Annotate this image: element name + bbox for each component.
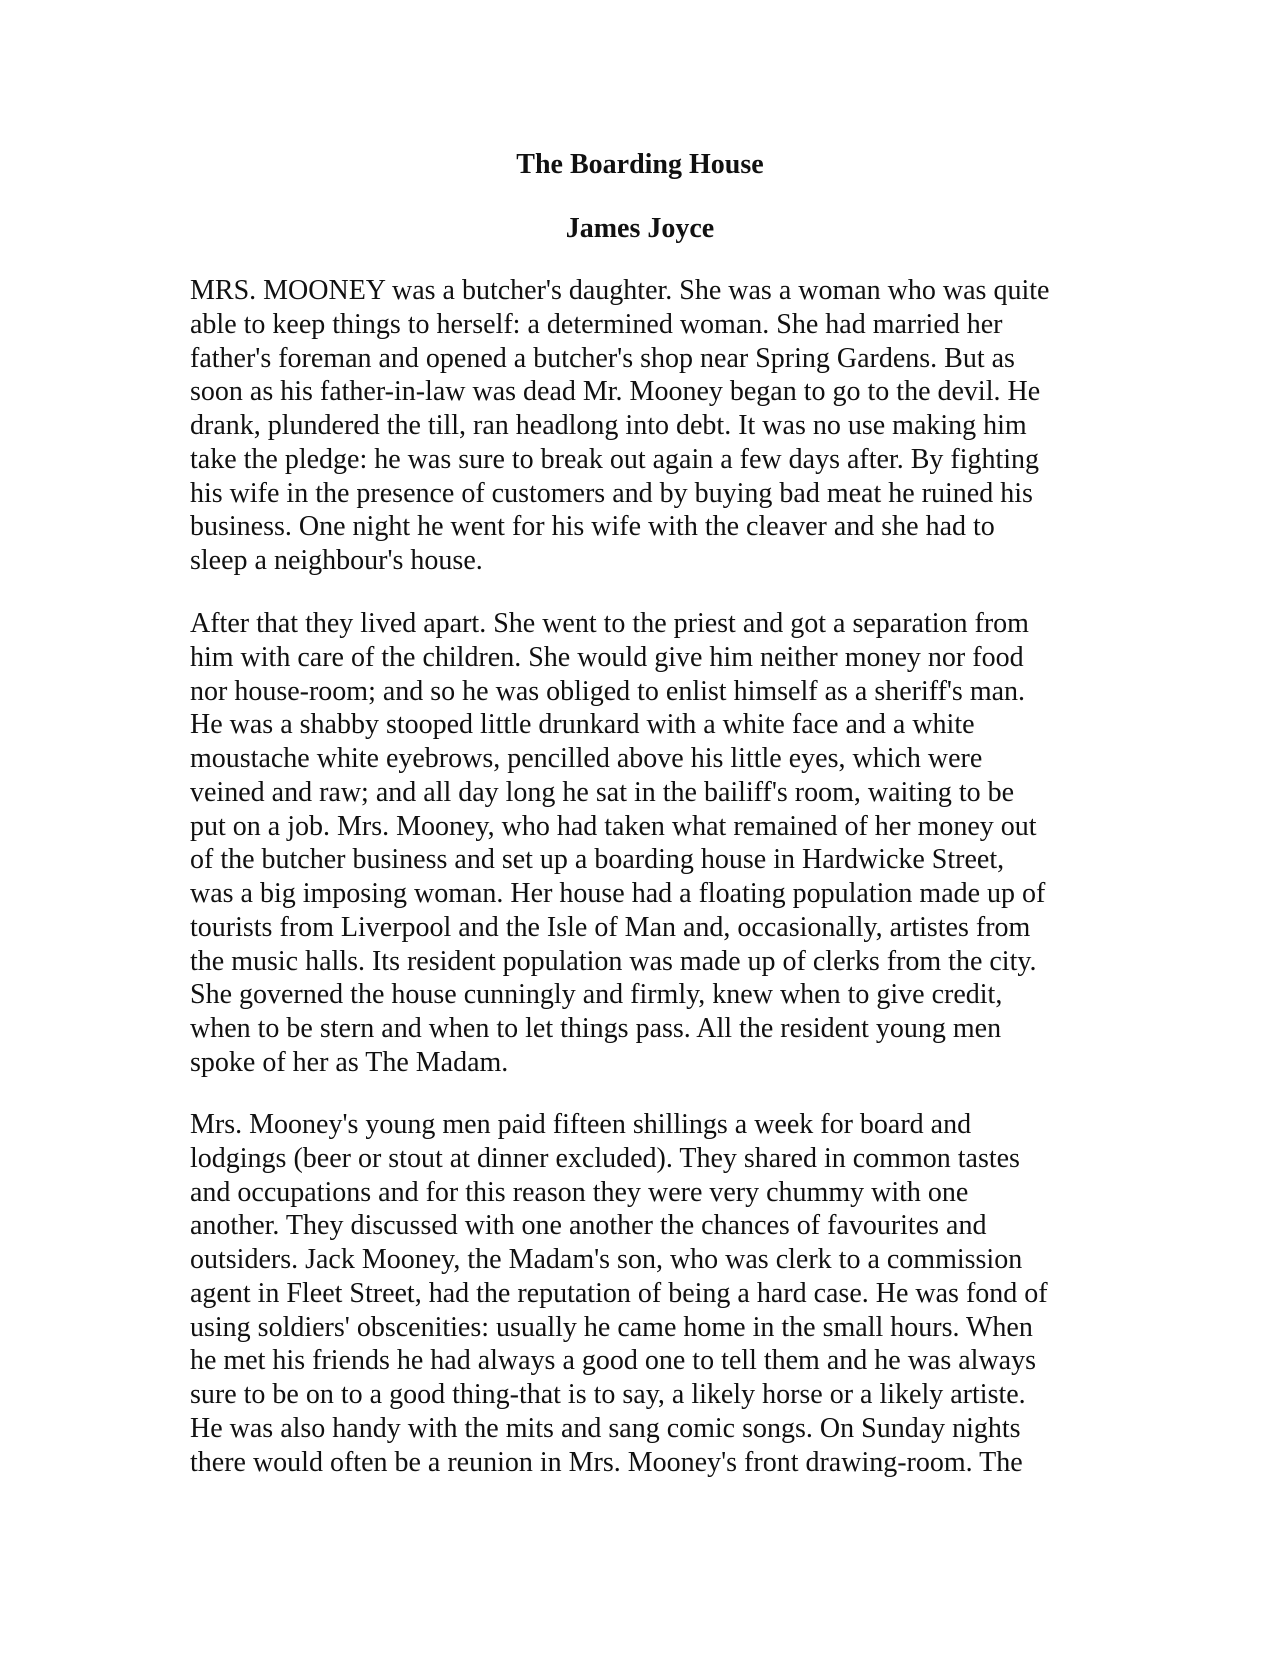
text-line: there would often be a reunion in Mrs. Mooney's front drawing-room. The (190, 1446, 1023, 1478)
text-line: sure to be on to a good thing-that is to say, a likely horse or a likely artiste. (190, 1379, 1026, 1410)
text-line: She governed the house cunningly and firmly, knew when to give credit, (190, 979, 1003, 1011)
text-line: able to keep things to herself: a determined woman. She had married her (190, 308, 1003, 340)
document-author: James Joyce (565, 213, 715, 244)
text-line: outsiders. Jack Mooney, the Madam's son, who was clerk to a commission (190, 1244, 1023, 1275)
text-line: he met his friends he had always a good one to tell them and he was always (190, 1345, 1036, 1377)
text-line: father's foreman and opened a butcher's shop near Spring Gardens. But as (190, 342, 1015, 374)
text-line: He was also handy with the mits and sang comic songs. On Sunday nights (190, 1412, 1021, 1444)
text-line: drank, plundered the till, ran headlong into debt. It was no use making him (190, 410, 1027, 441)
text-line: his wife in the presence of customers and by buying bad meat he ruined his (190, 477, 1033, 509)
text-line: Mrs. Mooney's young men paid fifteen shillings a week for board and (190, 1109, 972, 1140)
text-line: He was a shabby stooped little drunkard with a white face and a white (190, 709, 975, 741)
text-line: when to be stern and when to let things pass. All the resident young men (190, 1013, 1002, 1044)
paragraph-3 (190, 1108, 1110, 1479)
text-line: put on a job. Mrs. Mooney, who had taken what remained of her money out (190, 810, 1037, 842)
text-line: the music halls. Its resident population was made up of clerks from the city. (190, 945, 1037, 977)
text-line: soon as his father-in-law was dead Mr. Mooney began to go to the devil. He (190, 376, 1041, 408)
document-title: The Boarding House (516, 149, 764, 180)
text-line: After that they lived apart. She went to the priest and got a separation from (190, 608, 1029, 639)
text-line: tourists from Liverpool and the Isle of Man and, occasionally, artistes from (190, 911, 1031, 943)
text-line: him with care of the children. She would give him neither money nor food (190, 641, 1024, 673)
paragraph-1 (190, 274, 1110, 578)
text-line: agent in Fleet Street, had the reputation of being a hard case. He was fond of (190, 1277, 1048, 1309)
text-line: MRS. MOONEY was a butcher's daughter. She was a woman who was quite (190, 275, 1050, 306)
text-line: and occupations and for this reason they were very chummy with one (190, 1176, 969, 1208)
text-line: veined and raw; and all day long he sat in the bailiff's room, waiting to be (190, 776, 1015, 808)
text-line: of the butcher business and set up a boarding house in Hardwicke Street, (190, 844, 1005, 876)
text-line: moustache white eyebrows, pencilled above his little eyes, which were (190, 743, 983, 774)
text-line: nor house-room; and so he was obliged to enlist himself as a sheriff's man. (190, 675, 1026, 707)
text-line: another. They discussed with one another the chances of favourites and (190, 1210, 987, 1242)
text-line: spoke of her as The Madam. (190, 1046, 509, 1078)
paragraph-2 (190, 607, 1110, 1080)
text-line: using soldiers' obscenities: usually he came home in the small hours. When (190, 1311, 1033, 1343)
text-line: was a big imposing woman. Her house had a floating population made up of (190, 878, 1046, 909)
text-line: lodgings (beer or stout at dinner excluded). They shared in common tastes (190, 1142, 1020, 1174)
text-line: take the pledge: he was sure to break out again a few days after. By fighting (190, 443, 1040, 475)
text-line: business. One night he went for his wife with the cleaver and she had to (190, 511, 995, 543)
text-line: sleep a neighbour's house. (190, 545, 483, 576)
